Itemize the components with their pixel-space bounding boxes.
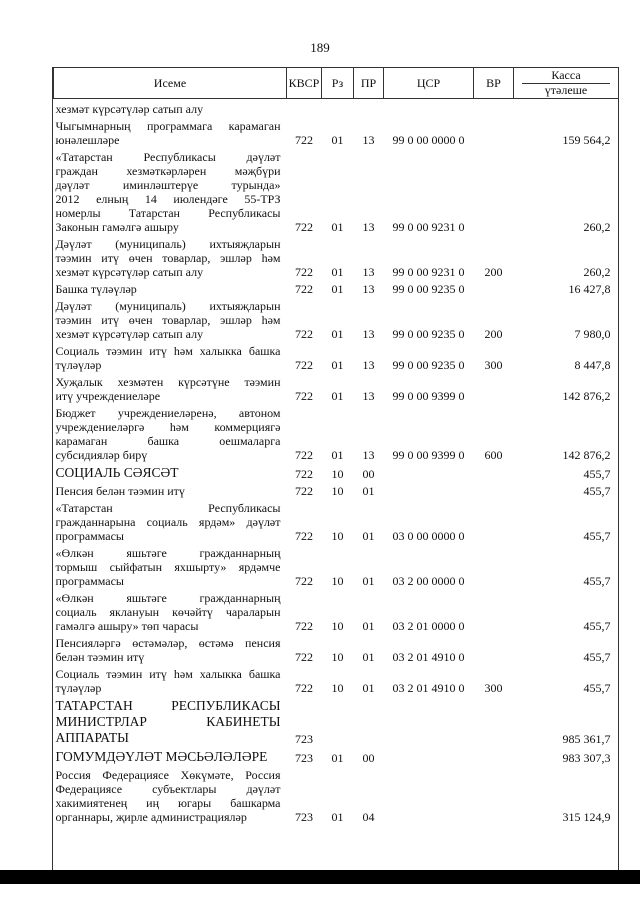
table-row xyxy=(54,99,619,117)
row-rz: 10 xyxy=(331,650,344,664)
row-rz: 01 xyxy=(331,327,344,341)
row-name xyxy=(54,403,287,462)
row-name xyxy=(54,372,287,403)
row-name-line: гражданнарына социаль ярдәм» дәүләт xyxy=(55,515,281,529)
row-name xyxy=(54,341,287,372)
row-name-line: Пенсияләргә өстәмәләр, өстәмә пенсия xyxy=(55,636,281,650)
row-name-line: хакимиятенең иң югары башкарма xyxy=(55,796,281,810)
row-csr: 99 0 00 0000 0 xyxy=(392,133,465,147)
row-rz: 10 xyxy=(331,529,344,543)
row-name-line: хезмәт күрсәтүләр сатып алу xyxy=(55,327,204,341)
row-kvsr: 722 xyxy=(295,282,313,296)
row-rz: 10 xyxy=(331,467,344,481)
row-name-line: «Татарстан Республикасы xyxy=(55,501,281,515)
row-vr xyxy=(474,633,514,664)
row-kvsr: 722 xyxy=(295,529,313,543)
row-name-line: белән тәэмин итү xyxy=(55,650,145,664)
row-amount: 16 427,8 xyxy=(568,282,611,296)
row-vr xyxy=(474,279,514,296)
row-name-line: хезмәт күрсәтүләр сатып алу xyxy=(55,102,204,116)
row-name-line: Федерациясе субъектлары дәүләт xyxy=(55,782,281,796)
row-name-line: Дәүләт (муниципаль) ихтыяҗларын xyxy=(55,299,281,313)
row-vr xyxy=(474,372,514,403)
table-row xyxy=(54,498,619,543)
row-name-line: Россия Федерациясе Хөкүмәте, Россия xyxy=(55,768,281,782)
row-name-line: ТАТАРСТАН РЕСПУБЛИКАСЫ xyxy=(55,698,281,713)
header-csr: ЦСР xyxy=(384,68,474,99)
row-name-line: Бюджет учреждениеләренә, автоном xyxy=(55,406,281,420)
row-name xyxy=(54,234,287,279)
row-vr xyxy=(474,462,514,481)
row-csr: 03 2 01 4910 0 xyxy=(392,650,465,664)
table-row xyxy=(54,462,619,481)
row-name-line: граждан хезмәткәрләрен мәҗбүри xyxy=(55,164,281,178)
row-amount: 7 980,0 xyxy=(574,327,611,341)
row-pr: 01 xyxy=(362,619,375,633)
row-name xyxy=(54,279,287,296)
row-name-line: гамәлгә ашыру» төп чарасы xyxy=(55,619,199,633)
row-name-line: Социаль тәэмин итү һәм халыкка башка xyxy=(55,667,281,681)
row-name-line: «Татарстан Республикасы дәүләт xyxy=(55,150,281,164)
row-name-line: учреждениеләргә һәм коммерциягә xyxy=(55,420,281,434)
table-row xyxy=(54,765,619,824)
row-name-line: дәүләт иминләштерүе турында» xyxy=(55,178,281,192)
table-row xyxy=(54,543,619,588)
row-name-line: юнәлешләре xyxy=(55,133,120,147)
table-row xyxy=(54,746,619,765)
row-amount: 455,7 xyxy=(583,484,611,498)
row-name xyxy=(54,695,287,746)
row-amount: 455,7 xyxy=(583,619,611,633)
row-kvsr: 722 xyxy=(295,681,313,695)
row-name-line: программасы xyxy=(55,529,124,543)
row-pr: 13 xyxy=(362,133,375,147)
row-rz xyxy=(322,99,354,117)
table-row xyxy=(54,481,619,498)
header-kvsr: КВСР xyxy=(287,68,322,99)
row-rz: 10 xyxy=(331,484,344,498)
row-name-line: тәэмин итү өчен товарлар, эшләр һәм xyxy=(55,251,281,265)
row-kvsr: 722 xyxy=(295,467,313,481)
row-name xyxy=(54,498,287,543)
row-csr xyxy=(384,481,474,498)
row-name-line: органнары, җирле администрацияләр xyxy=(55,810,247,824)
row-name-line: тәэмин итү өчен товарлар, эшләр һәм xyxy=(55,313,281,327)
row-kvsr: 722 xyxy=(295,448,313,462)
row-rz: 01 xyxy=(331,133,344,147)
row-amount: 455,7 xyxy=(583,574,611,588)
row-name-line: СОЦИАЛЬ СӘЯСӘТ xyxy=(55,465,179,480)
row-name-line: Башка түләүләр xyxy=(55,282,137,296)
row-name-line: итү учреждениеләре xyxy=(55,389,161,403)
row-rz: 01 xyxy=(331,810,344,824)
row-vr xyxy=(474,99,514,117)
row-name xyxy=(54,543,287,588)
row-amount: 455,7 xyxy=(583,467,611,481)
row-kvsr: 722 xyxy=(295,619,313,633)
row-rz: 01 xyxy=(331,282,344,296)
row-name xyxy=(54,481,287,498)
row-csr: 03 2 01 4910 0 xyxy=(392,681,465,695)
row-rz: 10 xyxy=(331,681,344,695)
row-name xyxy=(54,588,287,633)
row-kvsr: 722 xyxy=(295,484,313,498)
table-row xyxy=(54,372,619,403)
row-csr: 99 0 00 9231 0 xyxy=(392,220,465,234)
row-vr xyxy=(474,116,514,147)
row-csr: 99 0 00 9399 0 xyxy=(392,448,465,462)
table-row xyxy=(54,403,619,462)
row-csr: 99 0 00 9399 0 xyxy=(392,389,465,403)
row-amount: 142 876,2 xyxy=(562,448,611,462)
row-name-line: Законын гамәлгә ашыру xyxy=(55,220,179,234)
row-rz: 10 xyxy=(331,574,344,588)
row-pr: 13 xyxy=(362,220,375,234)
row-name-line: субсидияләр бирү xyxy=(55,448,148,462)
row-name-line: түләүләр xyxy=(55,681,102,695)
header-name: Исеме xyxy=(54,68,287,99)
row-amount: 985 361,7 xyxy=(562,732,611,746)
row-pr: 01 xyxy=(362,681,375,695)
row-name-line: Пенсия белән тәэмин итү xyxy=(55,484,185,498)
header-vr: ВР xyxy=(474,68,514,99)
row-vr: 200 xyxy=(484,265,503,279)
row-rz xyxy=(322,695,354,746)
row-kvsr: 723 xyxy=(295,732,313,746)
row-amount: 260,2 xyxy=(583,265,611,279)
row-name xyxy=(54,99,287,117)
row-rz: 01 xyxy=(331,220,344,234)
row-name-line: тормыш сыйфатын яхшырту» ярдәмче xyxy=(55,560,281,574)
row-kvsr: 723 xyxy=(295,751,313,765)
row-kvsr: 722 xyxy=(295,574,313,588)
row-amount: 260,2 xyxy=(583,220,611,234)
row-vr: 600 xyxy=(484,448,503,462)
row-vr xyxy=(474,695,514,746)
table-row xyxy=(54,296,619,341)
row-kvsr: 723 xyxy=(295,810,313,824)
row-name-line: номерлы Татарстан Республикасы xyxy=(55,206,281,220)
row-name-line: хезмәт күрсәтүләр сатып алу xyxy=(55,265,204,279)
row-rz: 01 xyxy=(331,751,344,765)
row-name-line: ГОМУМДӘҮЛӘТ МӘСЬӘЛӘЛӘРЕ xyxy=(55,749,268,764)
scan-bottom-edge xyxy=(0,870,640,884)
row-vr: 300 xyxy=(484,681,503,695)
header-kassa xyxy=(514,68,619,99)
table-row xyxy=(54,341,619,372)
page-number: 189 xyxy=(310,40,330,55)
table-row xyxy=(54,147,619,234)
row-pr: 01 xyxy=(362,529,375,543)
row-vr xyxy=(474,147,514,234)
row-vr: 200 xyxy=(484,327,503,341)
row-amount: 983 307,3 xyxy=(562,751,611,765)
row-csr: 99 0 00 9235 0 xyxy=(392,358,465,372)
row-pr xyxy=(354,695,384,746)
row-pr: 04 xyxy=(362,810,375,824)
row-kvsr: 722 xyxy=(295,650,313,664)
header-rz: Рз xyxy=(322,68,354,99)
row-amount: 315 124,9 xyxy=(562,810,611,824)
row-csr xyxy=(384,765,474,824)
table-row xyxy=(54,116,619,147)
row-pr: 01 xyxy=(362,650,375,664)
row-name xyxy=(54,746,287,765)
row-name xyxy=(54,116,287,147)
header-pr: ПР xyxy=(354,68,384,99)
row-pr: 01 xyxy=(362,574,375,588)
row-csr xyxy=(384,746,474,765)
row-name-line: Чыгымнарның программага карамаган xyxy=(55,119,281,133)
row-vr: 300 xyxy=(484,358,503,372)
row-vr xyxy=(474,498,514,543)
row-pr: 13 xyxy=(362,265,375,279)
row-csr: 99 0 00 9235 0 xyxy=(392,327,465,341)
row-csr xyxy=(384,99,474,117)
table-row xyxy=(54,279,619,296)
row-kvsr: 722 xyxy=(295,133,313,147)
row-rz: 01 xyxy=(331,358,344,372)
row-amount: 159 564,2 xyxy=(562,133,611,147)
row-name xyxy=(54,664,287,695)
row-amount: 455,7 xyxy=(583,529,611,543)
row-name-line: 2012 елның 14 июлендәге 55-ТРЗ xyxy=(55,192,281,206)
header-kassa-line2: үтәлеше xyxy=(522,83,610,97)
row-csr: 03 2 00 0000 0 xyxy=(392,574,465,588)
row-name-line: «Өлкән яшьтәге гражданнарның xyxy=(55,546,281,560)
row-pr: 01 xyxy=(362,484,375,498)
row-csr xyxy=(384,695,474,746)
table-row xyxy=(54,695,619,746)
row-name-line: түләүләр xyxy=(55,358,102,372)
row-name-line: Дәүләт (муниципаль) ихтыяҗларын xyxy=(55,237,281,251)
budget-table xyxy=(53,67,619,824)
table-row xyxy=(54,588,619,633)
row-amount xyxy=(514,99,619,117)
row-rz: 01 xyxy=(331,448,344,462)
row-name xyxy=(54,147,287,234)
row-name-line: программасы xyxy=(55,574,124,588)
row-csr: 99 0 00 9231 0 xyxy=(392,265,465,279)
row-vr xyxy=(474,746,514,765)
row-kvsr: 722 xyxy=(295,265,313,279)
table-row xyxy=(54,234,619,279)
row-name-line: «Өлкән яшьтәге гражданнарның xyxy=(55,591,281,605)
row-name-line: социаль яклануын көчәйтү чараларын xyxy=(55,605,281,619)
row-pr: 00 xyxy=(362,751,375,765)
row-pr: 13 xyxy=(362,389,375,403)
row-pr: 00 xyxy=(362,467,375,481)
row-rz: 01 xyxy=(331,389,344,403)
row-name xyxy=(54,633,287,664)
row-name-line: Социаль тәэмин итү һәм халыкка башка xyxy=(55,344,281,358)
row-kvsr: 722 xyxy=(295,389,313,403)
row-name-line: МИНИСТРЛАР КАБИНЕТЫ xyxy=(55,714,281,729)
row-name-line: карамаган башка оешмаларга xyxy=(55,434,281,448)
row-kvsr xyxy=(287,99,322,117)
row-name xyxy=(54,462,287,481)
row-pr: 13 xyxy=(362,282,375,296)
row-pr: 13 xyxy=(362,327,375,341)
row-csr xyxy=(384,462,474,481)
row-amount: 142 876,2 xyxy=(562,389,611,403)
row-vr xyxy=(474,543,514,588)
row-name-line: Хуҗалык хезмәтен күрсәтүне тәэмин xyxy=(55,375,281,389)
row-csr: 03 0 00 0000 0 xyxy=(392,529,465,543)
row-kvsr: 722 xyxy=(295,327,313,341)
row-amount: 8 447,8 xyxy=(574,358,611,372)
table-row xyxy=(54,664,619,695)
row-rz: 01 xyxy=(331,265,344,279)
row-kvsr: 722 xyxy=(295,220,313,234)
row-vr xyxy=(474,481,514,498)
row-amount: 455,7 xyxy=(583,681,611,695)
row-pr: 13 xyxy=(362,358,375,372)
row-name-line: АППАРАТЫ xyxy=(55,730,129,745)
header-kassa-line1: Касса xyxy=(551,68,581,82)
row-kvsr: 722 xyxy=(295,358,313,372)
table-header-row xyxy=(54,68,619,99)
row-csr: 99 0 00 9235 0 xyxy=(392,282,465,296)
row-pr xyxy=(354,99,384,117)
row-amount: 455,7 xyxy=(583,650,611,664)
row-vr xyxy=(474,588,514,633)
row-name xyxy=(54,296,287,341)
row-rz: 10 xyxy=(331,619,344,633)
row-pr: 13 xyxy=(362,448,375,462)
table-row xyxy=(54,633,619,664)
row-vr xyxy=(474,765,514,824)
table-body xyxy=(54,99,619,825)
row-name xyxy=(54,765,287,824)
row-csr: 03 2 01 0000 0 xyxy=(392,619,465,633)
